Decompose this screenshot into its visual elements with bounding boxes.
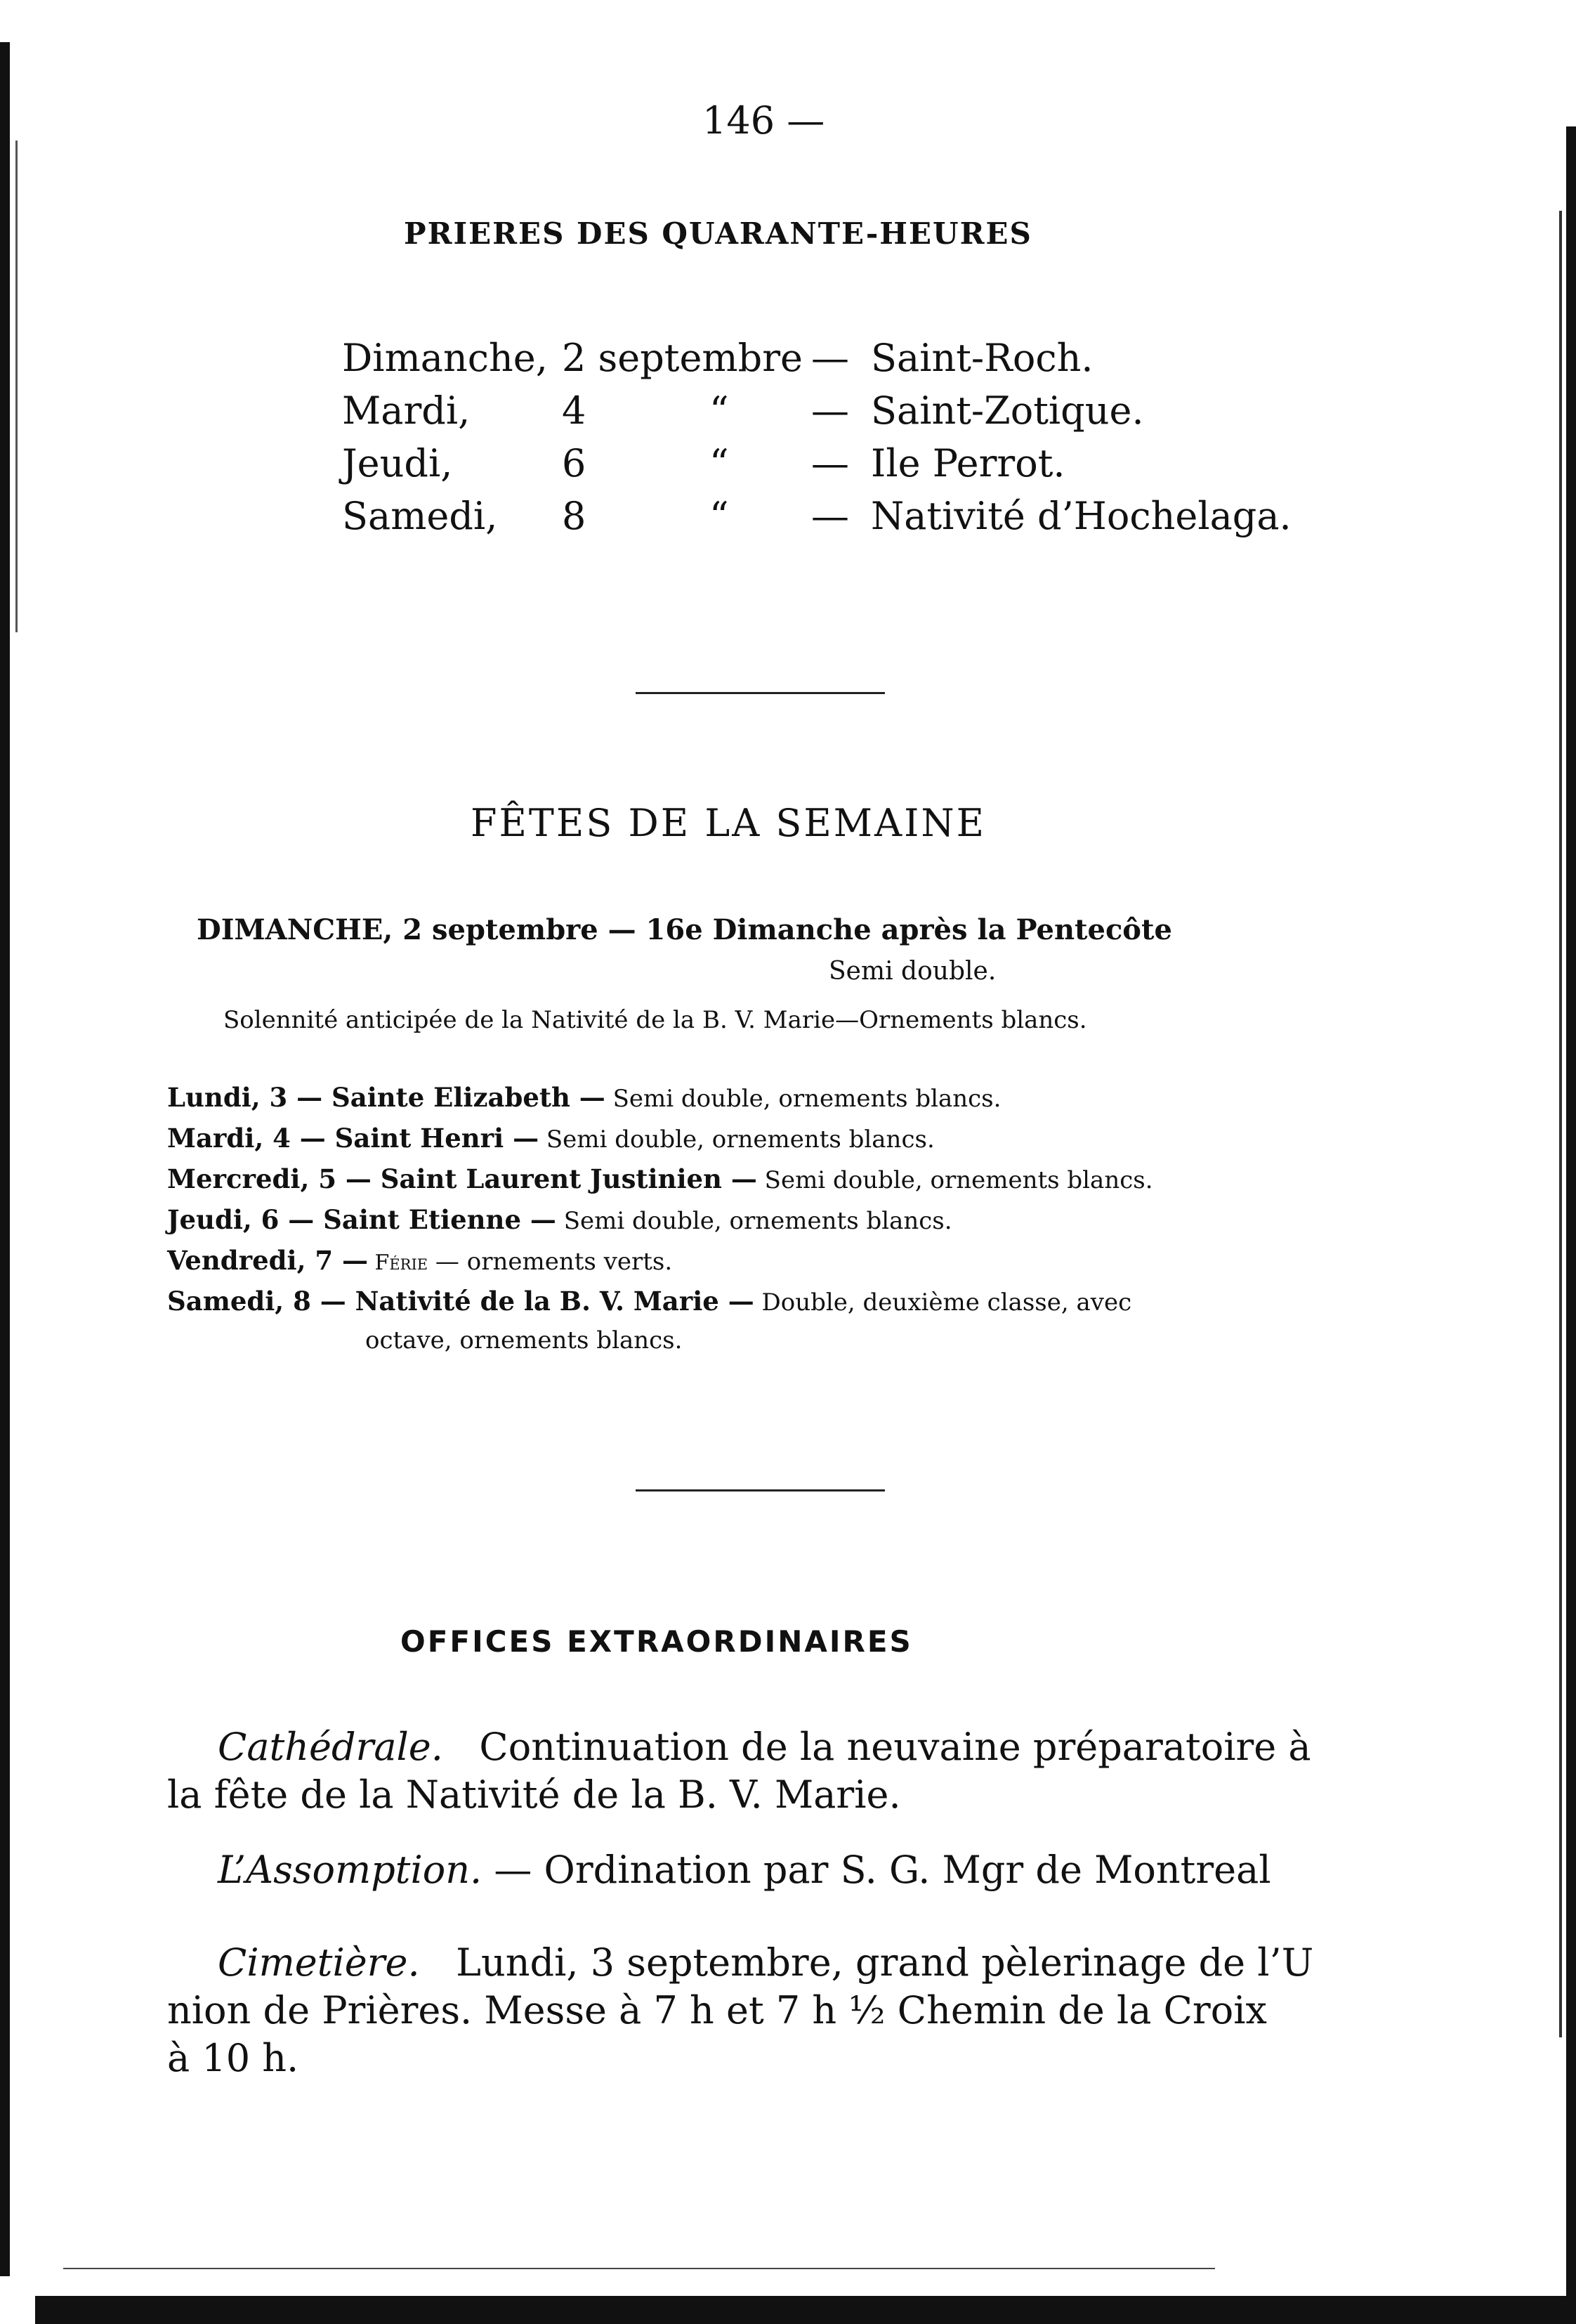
section-title-offices: OFFICES EXTRAORDINAIRES — [400, 1624, 913, 1659]
row-date: 6 — [562, 441, 586, 485]
divider-rule — [636, 1489, 885, 1491]
weekday-saint: Jeudi, 6 — Saint Etienne — — [167, 1204, 556, 1235]
row-place: Saint-Zotique. — [871, 389, 1144, 433]
row-day: Samedi, — [342, 494, 498, 538]
row-ditto: “ — [709, 441, 729, 485]
section-title-fetes: FÊTES DE LA SEMAINE — [471, 801, 987, 845]
weekday-rank: Semi double, ornements blancs. — [539, 1125, 935, 1154]
divider-rule — [636, 692, 885, 694]
weekday-entry — [167, 1163, 1153, 1194]
row-ditto: “ — [709, 389, 729, 433]
weekday-entry — [167, 1082, 1001, 1113]
page-number-line: 146 — — [702, 98, 825, 143]
scan-edge-left — [0, 42, 10, 2276]
row-day: Mardi, — [342, 389, 471, 433]
office-label: L’Assomption. — [218, 1848, 482, 1892]
weekday-saint: Samedi, 8 — Nativité de la B. V. Marie — — [167, 1286, 754, 1317]
sunday-heading: DIMANCHE, 2 septembre — 16e Dimanche après la Pentecôte — [197, 913, 1172, 946]
scan-edge-bottom — [35, 2296, 1576, 2324]
weekday-rank: Semi double, ornements blancs. — [756, 1166, 1153, 1194]
row-date: 4 — [562, 389, 586, 433]
row-dash: — — [811, 336, 849, 380]
weekday-entry — [167, 1245, 672, 1276]
office-line — [218, 1940, 1313, 1985]
weekday-saint: Lundi, 3 — Sainte Elizabeth — — [167, 1082, 605, 1113]
weekday-rank: Semi double, ornements blancs. — [605, 1085, 1002, 1113]
weekday-feria: Férie — [367, 1251, 428, 1275]
row-place: Saint-Roch. — [871, 336, 1094, 380]
weekday-saint: Vendredi, 7 — — [167, 1245, 368, 1276]
row-day: Dimanche, — [342, 336, 548, 380]
scan-edge-right-thin — [1559, 211, 1562, 2037]
office-line — [218, 1725, 1311, 1769]
row-date: 2 septembre — [562, 336, 803, 380]
row-place: Nativité d’Hochelaga. — [871, 494, 1292, 538]
weekday-entry — [167, 1204, 952, 1235]
weekday-entry — [167, 1123, 935, 1154]
row-dash: — — [811, 441, 849, 485]
weekday-entry — [167, 1286, 1131, 1317]
weekday-rank: Semi double, ornements blancs. — [556, 1207, 952, 1235]
row-day: Jeudi, — [342, 441, 453, 485]
sunday-note: Solennité anticipée de la Nativité de la B. V. Marie—Ornements blancs. — [223, 1006, 1087, 1034]
saturday-continuation: octave, ornements blancs. — [365, 1326, 683, 1354]
office-line — [218, 1848, 1271, 1892]
page-number: 146 — [702, 98, 775, 143]
weekday-rank: — ornements verts. — [428, 1248, 673, 1276]
row-date: 8 — [562, 494, 586, 538]
office-label: Cathédrale. — [218, 1725, 443, 1769]
scan-edge-right — [1566, 126, 1576, 2318]
bottom-rule — [63, 2268, 1215, 2269]
office-text: nion de Prières. Messe à 7 h et 7 h ½ Chemin de la Croix — [167, 1988, 1267, 2032]
row-dash: — — [811, 389, 849, 433]
weekday-rank: Double, deuxième classe, avec — [754, 1288, 1132, 1317]
office-text: Continuation de la neuvaine préparatoire à — [479, 1725, 1311, 1769]
office-label: Cimetière. — [218, 1940, 420, 1985]
office-text: la fête de la Nativité de la B. V. Marie. — [167, 1773, 901, 1817]
row-ditto: “ — [709, 494, 729, 538]
sunday-rank: Semi double. — [829, 957, 997, 986]
section-title-quarante-heures: PRIERES DES QUARANTE-HEURES — [404, 216, 1032, 251]
office-text: à 10 h. — [167, 2036, 299, 2080]
weekday-saint: Mercredi, 5 — Saint Laurent Justinien — — [167, 1163, 757, 1194]
office-text: — Ordination par S. G. Mgr de Montreal — [494, 1848, 1271, 1892]
scan-edge-left-thin — [15, 141, 18, 632]
row-place: Ile Perrot. — [871, 441, 1065, 485]
weekday-saint: Mardi, 4 — Saint Henri — — [167, 1123, 539, 1154]
office-text: Lundi, 3 septembre, grand pèlerinage de l’U — [456, 1940, 1314, 1985]
row-dash: — — [811, 494, 849, 538]
